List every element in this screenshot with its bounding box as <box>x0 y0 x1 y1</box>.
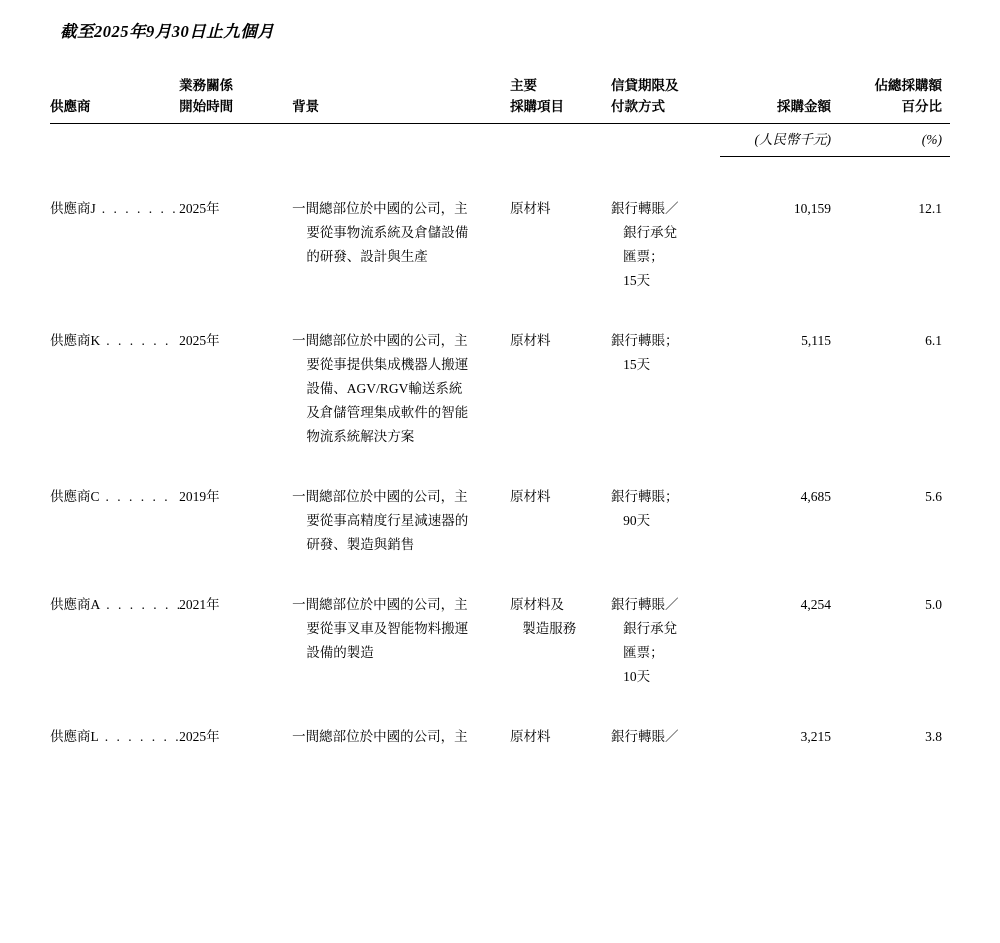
cell-since: 2025年 <box>179 332 220 348</box>
column-header-percentage <box>839 76 950 123</box>
column-header-supplier <box>50 76 179 123</box>
terms-line: 90天 <box>623 512 651 528</box>
cell-background <box>292 593 510 689</box>
cell-items <box>510 485 611 557</box>
items-line: 製造服務 <box>522 620 577 636</box>
row-gap <box>50 449 950 485</box>
cell-percentage: 12.1 <box>918 200 942 216</box>
leader-dots: . . . . . . . <box>104 729 182 745</box>
column-header-items-line2: 採購項目 <box>510 98 565 114</box>
background-line: 研發、製造與銷售 <box>306 536 415 552</box>
background-line: 一間總部位於中國的公司，主 <box>292 332 468 348</box>
background-line: 物流系統解決方案 <box>306 428 415 444</box>
row-gap <box>50 689 950 725</box>
terms-line: 銀行轉賬／ <box>610 200 679 216</box>
cell-percentage: 6.1 <box>925 332 942 348</box>
cell-since: 2025年 <box>179 729 220 745</box>
terms-line: 匯票； <box>623 644 664 660</box>
table-row <box>50 197 950 293</box>
column-header-background-line1: 背景 <box>292 98 320 114</box>
cell-since: 2025年 <box>179 200 220 216</box>
cell-terms <box>611 725 720 749</box>
table-body <box>50 156 950 749</box>
cell-since: 2021年 <box>179 596 220 612</box>
cell-items <box>510 329 611 449</box>
unit-spacer-background <box>292 123 510 156</box>
terms-line: 銀行轉賬； <box>610 488 679 504</box>
background-line: 一間總部位於中國的公司，主 <box>292 488 468 504</box>
column-header-pct-line1: 佔總採購額 <box>874 78 942 93</box>
items-line: 原材料及 <box>510 596 565 612</box>
cell-items <box>510 725 611 749</box>
background-line: 設備的製造 <box>306 644 374 660</box>
table-row <box>50 593 950 689</box>
supplier-purchase-table <box>50 76 950 749</box>
supplier-name: 供應商L <box>50 729 99 745</box>
column-header-amount-line1: 採購金額 <box>776 98 831 114</box>
column-header-terms-line1: 信貸期限及 <box>610 78 679 93</box>
cell-terms <box>611 485 720 557</box>
cell-since: 2019年 <box>179 488 220 504</box>
background-line: 的研發、設計與生產 <box>306 248 428 264</box>
background-line: 要從事物流系統及倉儲設備 <box>306 224 469 240</box>
cell-supplier <box>50 197 179 293</box>
leader-dots: . . . . . . <box>105 488 171 504</box>
background-line: 要從事叉車及智能物料搬運 <box>306 620 469 636</box>
table-header <box>50 76 950 156</box>
column-header-items-line1: 主要 <box>510 78 538 93</box>
table-row <box>50 329 950 449</box>
background-line: 要從事高精度行星減速器的 <box>306 512 469 528</box>
cell-supplier <box>50 329 179 449</box>
cell-background <box>292 485 510 557</box>
terms-line: 匯票； <box>623 248 664 264</box>
table-row <box>50 725 950 749</box>
cell-percentage: 3.8 <box>925 729 942 745</box>
cell-items <box>510 593 611 689</box>
items-line: 原材料 <box>510 488 551 504</box>
background-line: 設備、AGV/RGV輸送系統 <box>306 380 463 396</box>
supplier-name: 供應商J <box>50 200 96 216</box>
terms-line: 15天 <box>623 356 651 372</box>
terms-line: 15天 <box>623 272 651 288</box>
supplier-name: 供應商C <box>50 488 100 504</box>
cell-amount: 4,254 <box>800 596 831 612</box>
column-header-pct-line2: 百分比 <box>901 98 942 114</box>
column-header-amount <box>720 76 839 123</box>
cell-supplier <box>50 725 182 749</box>
items-line: 原材料 <box>510 200 551 216</box>
cell-amount: 5,115 <box>801 332 831 348</box>
cell-items <box>510 197 611 293</box>
column-header-since-line2: 開始時間 <box>179 98 234 114</box>
column-header-relationship-since <box>179 76 292 123</box>
background-line: 一間總部位於中國的公司，主 <box>292 200 468 216</box>
column-header-background <box>292 76 510 123</box>
cell-terms <box>611 197 720 293</box>
cell-percentage: 5.0 <box>925 596 942 612</box>
leader-dots: . . . . . . . <box>101 200 179 216</box>
unit-percentage: (%) <box>839 123 950 156</box>
column-header-since-line1: 業務關係 <box>179 78 234 93</box>
background-line: 一間總部位於中國的公司，主 <box>292 596 468 612</box>
supplier-name: 供應商K <box>50 332 101 348</box>
page-title: 截至2025年9月30日止九個月 <box>60 22 275 41</box>
column-header-items <box>510 76 611 123</box>
unit-amount: (人民幣千元) <box>720 123 839 156</box>
column-header-credit-terms <box>611 76 720 123</box>
cell-amount: 4,685 <box>800 488 831 504</box>
terms-line: 銀行轉賬／ <box>610 596 679 612</box>
cell-supplier <box>50 485 179 557</box>
terms-line: 銀行轉賬／ <box>610 729 679 745</box>
terms-line: 銀行承兌 <box>623 620 678 636</box>
terms-line: 銀行轉賬； <box>610 332 679 348</box>
cell-background <box>292 725 510 749</box>
leader-dots: . . . . . . . <box>106 596 183 612</box>
column-header-supplier-line1: 供應商 <box>50 98 91 114</box>
background-line: 及倉儲管理集成軟件的智能 <box>306 404 469 420</box>
cell-percentage: 5.6 <box>925 488 942 504</box>
cell-amount: 3,215 <box>800 729 831 745</box>
supplier-name: 供應商A <box>50 596 101 612</box>
row-gap <box>50 293 950 329</box>
terms-line: 銀行承兌 <box>623 224 678 240</box>
items-line: 原材料 <box>510 729 551 745</box>
background-line: 一間總部位於中國的公司，主 <box>292 729 468 745</box>
terms-line: 10天 <box>623 669 651 684</box>
column-header-terms-line2: 付款方式 <box>610 98 665 114</box>
cell-terms <box>611 329 720 449</box>
unit-spacer-items <box>510 123 611 156</box>
cell-terms <box>611 593 720 689</box>
unit-spacer-since <box>179 123 292 156</box>
cell-background <box>292 329 510 449</box>
unit-spacer-terms <box>611 123 720 156</box>
cell-background <box>292 197 510 293</box>
row-gap <box>50 156 950 197</box>
cell-amount: 10,159 <box>793 200 831 216</box>
leader-dots: . . . . . . <box>106 332 171 348</box>
cell-supplier <box>50 593 183 689</box>
items-line: 原材料 <box>510 332 551 348</box>
unit-spacer-supplier <box>50 123 179 156</box>
table-row <box>50 485 950 557</box>
background-line: 要從事提供集成機器人搬運 <box>306 356 469 372</box>
row-gap <box>50 557 950 593</box>
